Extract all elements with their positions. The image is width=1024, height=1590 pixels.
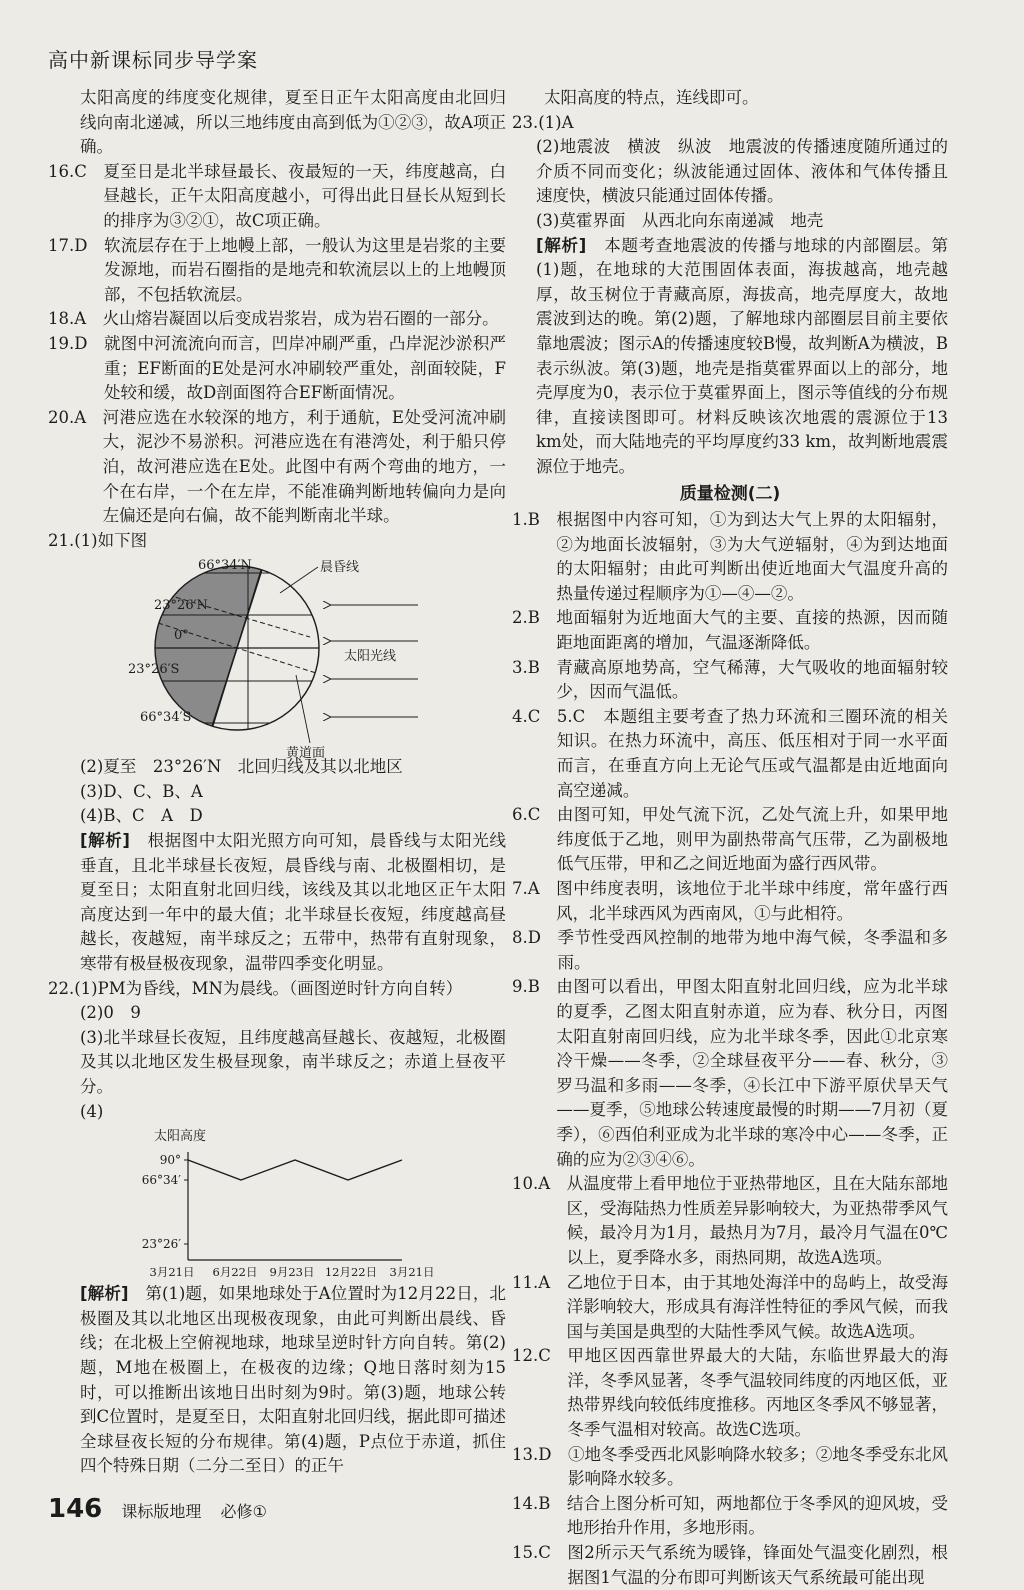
xtick-label-3: 9月23日: [269, 1265, 315, 1280]
analysis-text: 第(1)题，如果地球处于A位置时为12月22日，北极圈及其以北地区出现极夜现象，由此可判断出晨线、昏线；在北极上空俯视地球，地球呈逆时针方向自转。第(2)题，M地在极圈上，在极夜的边缘；Q地日落时刻为15时，可以推断出该地日出时刻为9时。第(3)题，地球公转到C位置时，是夏至日，太阳直射北回归线，据此即可描述全球昼夜长短的分布规律。第(4)题，P点位于赤道，抓住四个特殊日期（二分二至日）的正午: [80, 1284, 507, 1476]
answer-19: [48, 332, 506, 406]
label-sunlight: 太阳光线: [344, 649, 397, 665]
answer-item: [512, 705, 948, 803]
answer-item: [512, 1443, 948, 1492]
answer-number: 13.D: [512, 1444, 552, 1464]
answer-text: 结合上图分析可知，两地都位于冬季风的迎风坡，受地形抬升作用，多地形雨。: [566, 1493, 948, 1538]
running-header: 高中新课标同步导学案: [48, 48, 258, 72]
answer-text: 火山熔岩凝固以后变成岩浆岩，成为岩石圈的一部分。: [102, 309, 499, 329]
answer-item: [512, 606, 948, 655]
analysis-text: 根据图中太阳光照方向可知，晨昏线与太阳光线垂直，且北半球昼长夜短，晨昏线与南、北极圈相切，是夏至日；太阳直射北回归线，该线及其以北地区正午太阳高度达到一年中的最大值；北半球昼长夜短，纬度越高昼越长，夜越短，南半球反之；五带中，热带有直射现象，寒带有极昼极夜现象，温带四季变化明显。: [80, 831, 507, 974]
answer-21-part-3: (3)D、C、B、A: [80, 781, 203, 801]
answer-text: 河港应选在水较深的地方，利于通航，E处受河流冲刷大，泥沙不易淤积。河港应选在有港湾处，利于船只停泊，故河港应选在E处。此图中有两个弯曲的地方，一个在右岸，一个在左岸，不能准确判断地转偏向力是向左偏还是向右偏，故不能判断南北半球。: [102, 407, 506, 526]
answer-text: 地面辐射为近地面大气的主要、直接的热源，因而随距地面距离的增加，气温逐渐降低。: [556, 608, 948, 653]
sun-altitude-chart: [48, 1126, 506, 1278]
analysis-tag: [解析]: [536, 235, 587, 255]
answer-22-part-3: (3)北半球昼长夜短，且纬度越高昼越长、夜越短，北极圈及其以北地区发生极昼现象，南半球反之；赤道上昼夜平分。: [80, 1027, 506, 1096]
footer-subject: 课标版地理: [121, 1502, 202, 1521]
label-66n: 66°34′N: [198, 558, 252, 574]
continued-answer-15: 太阳高度的纬度变化规律，夏至日正午太阳高度由北回归线向南北递减，所以三地纬度由高到低为①②③，故A项正确。: [80, 88, 506, 157]
answer-number: 8.D: [512, 928, 541, 948]
answer-21: [48, 529, 506, 554]
page-footer: [48, 1494, 281, 1524]
section-title: 质量检测(二): [679, 483, 781, 504]
right-column: [512, 86, 948, 1590]
answer-item: [512, 803, 948, 877]
answer-item: [512, 1541, 948, 1590]
answer-20: [48, 406, 506, 529]
answer-22-part-4: (4): [80, 1101, 104, 1121]
answer-item: [512, 1271, 948, 1345]
answer-number: 1.B: [512, 510, 540, 530]
answer-item: [512, 508, 948, 606]
earth-illumination-diagram: [48, 555, 506, 762]
answer-item: [512, 1492, 948, 1541]
answer-list: [512, 508, 948, 1590]
answer-number: 17.D: [48, 235, 88, 255]
answer-text: 由图可知，甲处气流下沉，乙处气流上升，如果甲地纬度低于乙地，则甲为副热带高气压带，乙为副极地低气压带，甲和乙之间近地面为盛行西风带。: [556, 805, 948, 874]
answer-text: 5.C 本题组主要考查了热力环流和三圈环流的相关知识。在热力环流中，高压、低压相对于同一水平面而言，在垂直方向上无论气压或气温都是由近地面向高空递减。: [556, 706, 948, 800]
page-number: 146: [48, 1494, 103, 1524]
terminator-leader: [280, 567, 318, 593]
answer-18: [48, 307, 506, 332]
label-66s: 66°34′S: [140, 710, 192, 726]
answer-number: 20.A: [48, 407, 87, 427]
answer-item: [512, 1344, 948, 1442]
label-23n: 23°26′N: [154, 598, 208, 614]
answer-number: 7.A: [512, 879, 540, 898]
answer-23-part-2: (2)地震波 横波 纵波 地震波的传播速度随所通过的介质不同而变化；纵波能通过固体、液体和气体传播且速度快，横波只能通过固体传播。: [536, 137, 948, 206]
answer-number: 12.C: [512, 1346, 551, 1366]
answer-22: [48, 977, 506, 1002]
sun-altitude-line: [188, 1160, 402, 1180]
label-terminator: 晨昏线: [320, 560, 360, 576]
answer-16: [48, 160, 506, 234]
answer-text: 夏至日是北半球昼最长、夜最短的一天，纬度越高，白昼越长，正午太阳高度越小，可得出此日昼长从短到长的排序为③②①，故C项正确。: [103, 161, 506, 230]
answer-part-1: (1)PM为昏线，MN为晨线。（画图逆时针方向自转）: [74, 978, 463, 998]
answer-17: [48, 234, 506, 308]
answer-number: 14.B: [512, 1493, 551, 1513]
answer-22-part-2: (2)0 9: [80, 1003, 141, 1023]
answer-number: 21.: [48, 530, 75, 550]
answer-part-1: (1)如下图: [74, 530, 148, 550]
answer-number: 18.A: [48, 309, 87, 329]
answer-21-part-2: (2)夏至 23°26′N 北回归线及其以北地区: [80, 757, 403, 777]
answer-number: 11.A: [512, 1272, 551, 1292]
answer-number: 9.B: [512, 977, 540, 997]
night-side: [108, 515, 265, 795]
answer-item: [512, 975, 948, 1172]
chart-ylabel: 太阳高度: [154, 1129, 207, 1145]
answer-text: 季节性受西风控制的地带为地中海气候，冬季温和多雨。: [557, 928, 948, 972]
answer-number: 10.A: [512, 1174, 551, 1194]
answer-number: 3.B: [512, 657, 540, 677]
ytick-label-23: 23°26′: [141, 1237, 181, 1252]
continued-answer-22: 太阳高度的特点，连线即可。: [544, 88, 759, 107]
answer-number: 4.C: [512, 706, 541, 726]
answer-number: 23.: [512, 112, 539, 132]
answer-21-part-4: (4)B、C A D: [80, 806, 203, 826]
answer-text: 由图可以看出，甲图太阳直射北回归线，应为北半球的夏季，乙图太阳直射赤道，应为春、秋分日，丙图太阳直射南回归线，应为北半球冬季，因此①北京寒冷干燥——冬季，②全球昼夜平分——春、秋分，③罗马温和多雨——冬季，④长江中下游平原伏旱天气——夏季，⑤地球公转速度最慢的时期——7月初（夏季），⑥西伯利亚成为北半球的寒冷中心——冬季，正确的应为②③④⑥。: [556, 977, 948, 1169]
answer-number: 22.: [48, 978, 75, 998]
xtick-label-2: 6月22日: [212, 1265, 258, 1280]
footer-volume: 必修①: [220, 1502, 267, 1521]
answer-text: 根据图中内容可知，①为到达大气上界的太阳辐射，②为地面长波辐射，③为大气逆辐射，④为到达地面的太阳辐射；由此可判断出使近地面大气温度升高的热量传递过程顺序为①—④—②。: [556, 510, 948, 603]
answer-text: 从温度带上看甲地位于亚热带地区，且在大陆东部地区，受海陆热力性质差异影响较大，为亚热带季风气候，最冷月为1月，最热月为7月，最冷月气温在0℃以上，夏季降水多，雨热同期，故选A选项。: [566, 1174, 948, 1267]
answer-number: 2.B: [512, 608, 540, 628]
answer-item: [512, 877, 948, 926]
answer-number: 6.C: [512, 805, 541, 825]
ecliptic-leader: [296, 675, 310, 743]
label-ecliptic: 黄道面: [286, 746, 326, 762]
answer-part-1: (1)A: [538, 112, 574, 132]
answer-text: 甲地区因西靠世界最大的大陆，东临世界最大的海洋，冬季风显著，冬季气温较同纬度的丙地区低，亚热带界线向较低纬度推移。丙地区冬季风不够显著，冬季气温相对较高。故选C选项。: [567, 1346, 948, 1440]
answer-text: ①地冬季受西北风影响降水较多；②地冬季受东北风影响降水较多。: [567, 1444, 948, 1489]
answer-number: 16.C: [48, 161, 87, 181]
ytick-label-66: 66°34′: [141, 1173, 181, 1188]
answer-text: 软流层存在于上地幔上部，一般认为这里是岩浆的主要发源地，而岩石圈指的是地壳和软流层以上的上地幔顶部，不包括软流层。: [103, 235, 506, 304]
xtick-label-4: 12月22日: [324, 1265, 378, 1280]
answer-number: 19.D: [48, 333, 88, 353]
answer-23-part-3: (3)莫霍界面 从西北向东南递减 地壳: [536, 210, 824, 230]
answer-text: 就图中河流流向而言，凹岸冲刷严重，凸岸泥沙淤积严重；EF断面的E处是河水冲刷较严重处，剖面较陡，F处较和缓，故D剖面图符合EF断面情况。: [103, 333, 506, 403]
answer-item: [512, 1172, 948, 1270]
answer-text: 图中纬度表明，该地位于北半球中纬度，常年盛行西风，北半球西风为西南风，①与此相符。: [556, 879, 948, 923]
analysis-text: 本题考查地震波的传播与地球的内部圈层。第(1)题，在地球的大范围固体表面，海拔越高，地壳越厚，故玉树位于青藏高原，海拔高，地壳厚度大，故地震波到达的晚。第(2)题，了解地球内部圈层目前主要依靠地震波；图示A的传播速度较B慢，故判断A为横波，B表示纵波。第(3)题，地壳是指莫霍界面以上的部分，地壳厚度为0，表示位于莫霍界面上，图示等值线的分布规律，直接读图即可。材料反映该次地震的震源位于13 km处，而大陆地壳的平均厚度约33 km，故判断地震震源位于地壳。: [536, 235, 948, 476]
xtick-label-1: 3月21日: [149, 1265, 195, 1280]
left-column: [48, 86, 506, 1479]
answer-text: 乙地位于日本，由于其地处海洋中的岛屿上，故受海洋影响较大，形成具有海洋性特征的季风气候，而我国与美国是典型的大陆性季风气候。故选A选项。: [566, 1272, 948, 1341]
answer-number: 15.C: [512, 1543, 551, 1563]
analysis-tag: [解析]: [80, 1284, 129, 1304]
analysis-tag: [解析]: [80, 831, 130, 851]
answer-23: [512, 111, 948, 136]
xtick-label-5: 3月21日: [389, 1265, 435, 1280]
answer-text: 图2所示天气系统为暖锋，锋面处气温变化剧烈，根据图1气温的分布即可判断该天气系统最可能出现: [567, 1543, 948, 1587]
answer-text: 青藏高原地势高，空气稀薄，大气吸收的地面辐射较少，因而气温低。: [556, 657, 948, 702]
answer-item: [512, 656, 948, 705]
label-23s: 23°26′S: [128, 662, 180, 678]
label-0: 0°: [174, 628, 189, 644]
ytick-label-90: 90°: [159, 1153, 181, 1168]
answer-item: [512, 926, 948, 975]
